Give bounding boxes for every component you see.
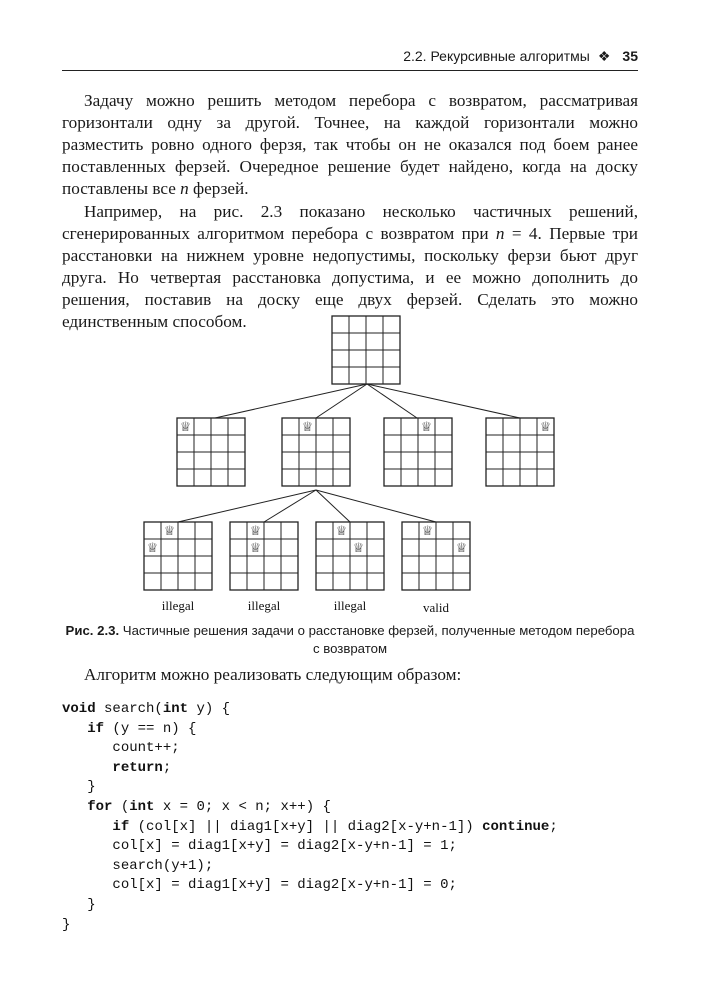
label-illegal-3: illegal [333,598,367,613]
diamond-cluster-icon: ❖ [597,48,611,64]
boards [144,316,554,590]
paragraph-1: Задачу можно решить методом перебора с возвратом, рассматривая горизонтали одну за другой. Точнее, на каждой горизонтали можно разместить ровно одного ферзя, так чтобы он не оказался под боем ранее поставленных ферзей. Очередное решение будет найдено, когда на доску поставлены все n ферзей. [62,91,638,198]
board-level2-1 [177,418,245,486]
edge-node2-2 [264,490,316,522]
edge-node2-4 [316,490,436,522]
queen-icon: ♕ [163,524,176,539]
board-level2-3 [384,418,452,486]
label-illegal-1: illegal [161,598,195,613]
running-header [62,48,638,71]
queen-icon: ♕ [249,541,262,556]
queen-icon: ♕ [539,420,552,435]
edge-root-2 [316,384,367,418]
queen-icon: ♕ [455,541,468,556]
code-listing: void search(int y) { if (y == n) { count++; return; } for (int x = 0; x < n; x++) { if (col[x] || diag1[x+y] || diag2[x-y+n-1]) continue; col[x] = diag1[x+y] = diag2[x-y+n-1] = 1; search(y+1); col[x] = diag1[x+y] = diag2[x-y+n-1] = 0; } } [62,701,558,933]
backtracking-tree-diagram [62,312,638,622]
board-level3-4 [402,522,470,590]
figure-caption: Рис. 2.3. Частичные решения задачи о расстановке ферзей, полученные методом перебора с возвратом [65,623,635,656]
board-level3-1 [144,522,212,590]
edge-root-4 [367,384,520,418]
board-level3-2 [230,522,298,590]
board-level2-4 [486,418,554,486]
queen-icon: ♕ [301,420,314,435]
queen-icon: ♕ [420,420,433,435]
queen-icon: ♕ [352,541,365,556]
paragraph-3: Алгоритм можно реализовать следующим образом: [84,665,462,684]
queen-icon: ♕ [146,541,159,556]
board-root [332,316,400,384]
queen-icon: ♕ [179,420,192,435]
figure-2-3 [62,312,638,622]
section-title: 2.2. Рекурсивные алгоритмы [403,48,590,64]
queen-icon: ♕ [335,524,348,539]
page-number: 35 [622,48,638,64]
queen-icon: ♕ [249,524,262,539]
edge-root-1 [215,384,367,418]
board-level2-2 [282,418,350,486]
edge-node2-1 [178,490,316,522]
paragraph-2: Например, на рис. 2.3 показано несколько частичных решений, сгенерированных алгоритмом перебора с возвратом при n = 4. Первые три расстановки на нижнем уровне недопустимы, поскольку ферзи бьют друг друга. Но четвертая расстановка допустима, и ее можно дополнить до решения, поставив на доску еще двух ферзей. Сделать это можно единственным способом. [62,202,638,331]
board-level3-3 [316,522,384,590]
label-valid: valid [423,600,449,615]
label-illegal-2: illegal [247,598,281,613]
queen-icon: ♕ [421,524,434,539]
